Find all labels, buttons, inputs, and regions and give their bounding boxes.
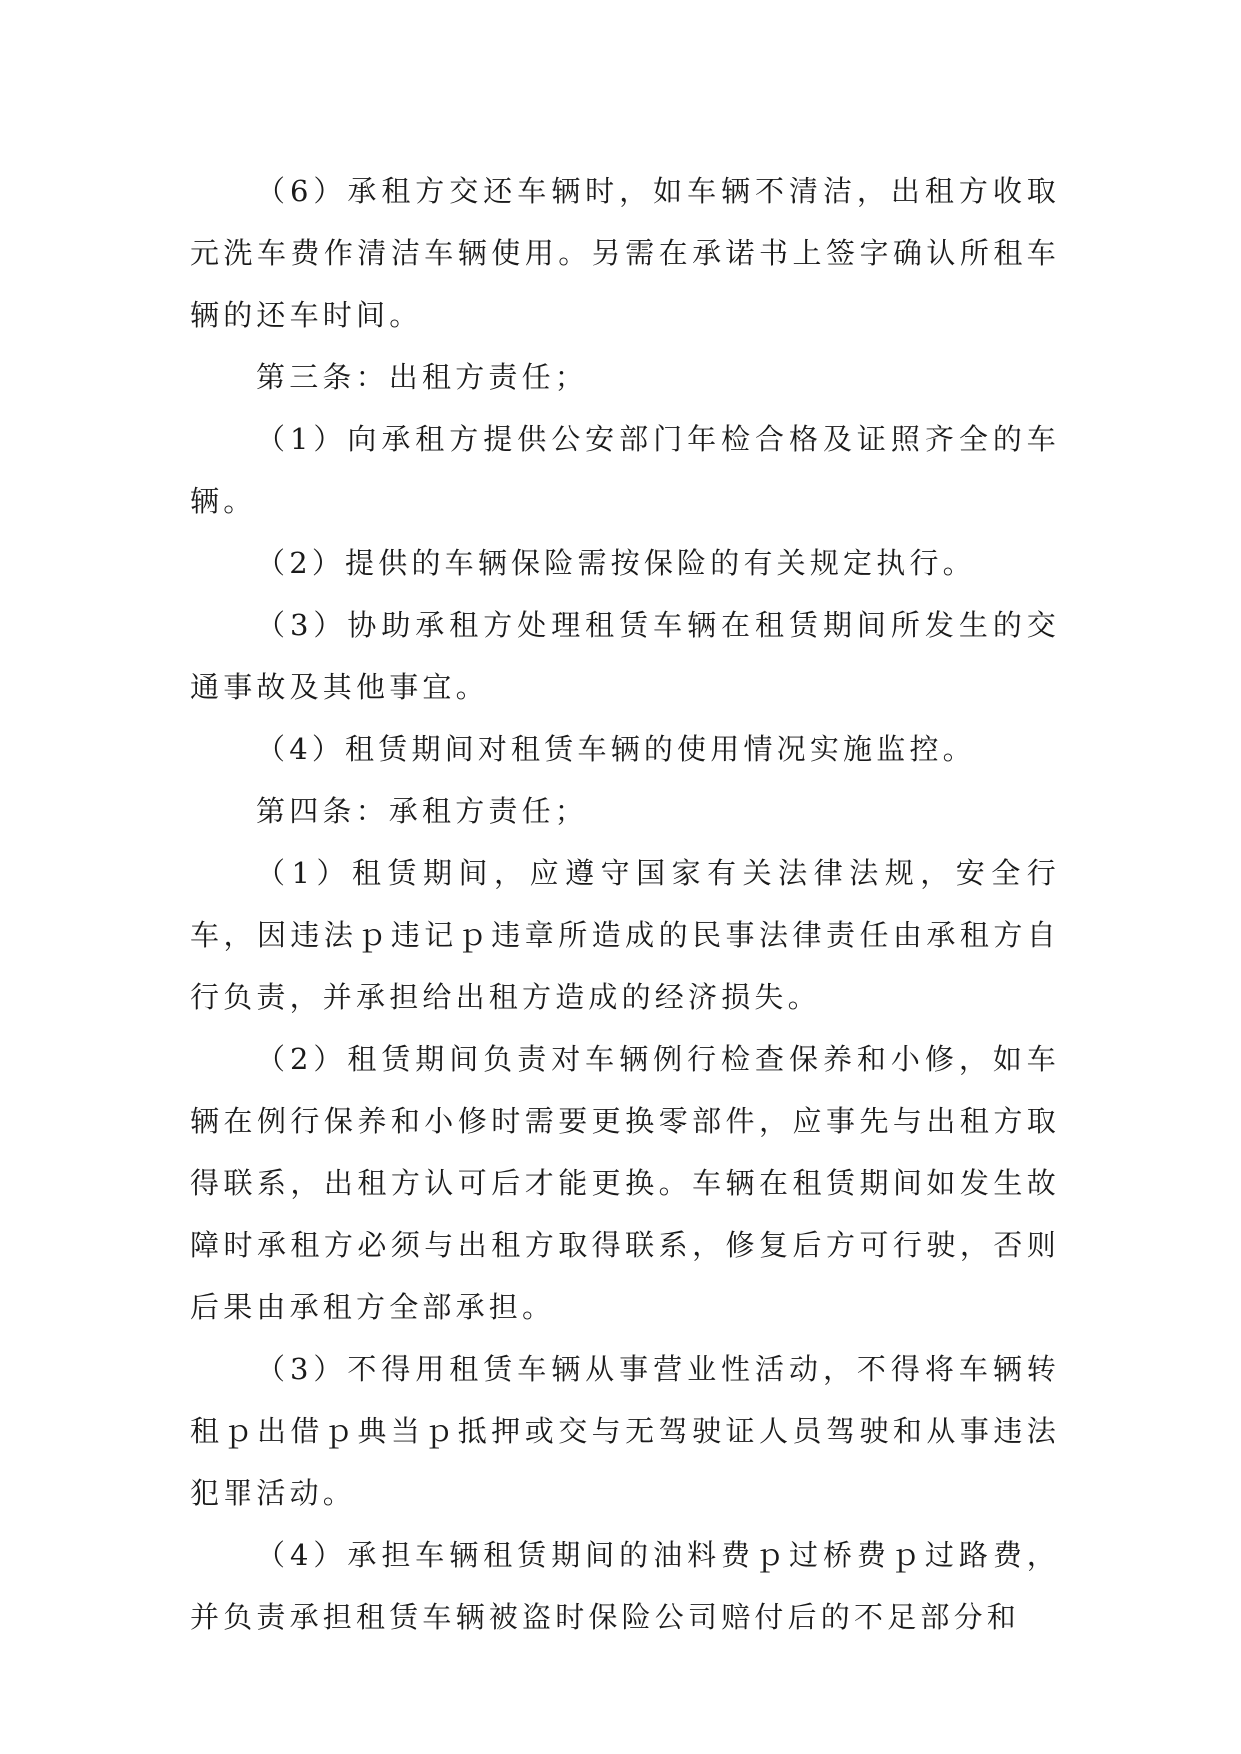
paragraph-clause2-item6: （6）承租方交还车辆时，如车辆不清洁，出租方收取元洗车费作清洁车辆使用。另需在承诺书上签字确认所租车辆的还车时间。 bbox=[190, 174, 1060, 332]
paragraph-article3-item1: （1）向承租方提供公安部门年检合格及证照齐全的车辆。 bbox=[190, 422, 1060, 518]
paragraph-article3-item4: （4）租赁期间对租赁车辆的使用情况实施监控。 bbox=[256, 732, 976, 766]
paragraph-article3-item2: （2）提供的车辆保险需按保险的有关规定执行。 bbox=[256, 546, 976, 580]
document-body bbox=[190, 160, 1060, 1648]
paragraph-article4-item4: （4）承担车辆租赁期间的油料费ｐ过桥费ｐ过路费，并负责承担租赁车辆被盗时保险公司赔付后的不足部分和 bbox=[190, 1538, 1060, 1634]
paragraph-article3-item3: （3）协助承租方处理租赁车辆在租赁期间所发生的交通事故及其他事宜。 bbox=[190, 608, 1060, 704]
heading-article3: 第三条：出租方责任； bbox=[256, 360, 589, 394]
paragraph-article4-item3: （3）不得用租赁车辆从事营业性活动，不得将车辆转租ｐ出借ｐ典当ｐ抵押或交与无驾驶证人员驾驶和从事违法犯罪活动。 bbox=[190, 1352, 1060, 1510]
heading-article4: 第四条：承租方责任； bbox=[256, 794, 589, 828]
paragraph-article4-item1: （1）租赁期间，应遵守国家有关法律法规，安全行车，因违法ｐ违记ｐ违章所造成的民事法律责任由承租方自行负责，并承担给出租方造成的经济损失。 bbox=[190, 856, 1060, 1014]
paragraph-article4-item2: （2）租赁期间负责对车辆例行检查保养和小修，如车辆在例行保养和小修时需要更换零部件，应事先与出租方取得联系，出租方认可后才能更换。车辆在租赁期间如发生故障时承租方必须与出租方取得联系，修复后方可行驶，否则后果由承租方全部承担。 bbox=[190, 1042, 1060, 1324]
